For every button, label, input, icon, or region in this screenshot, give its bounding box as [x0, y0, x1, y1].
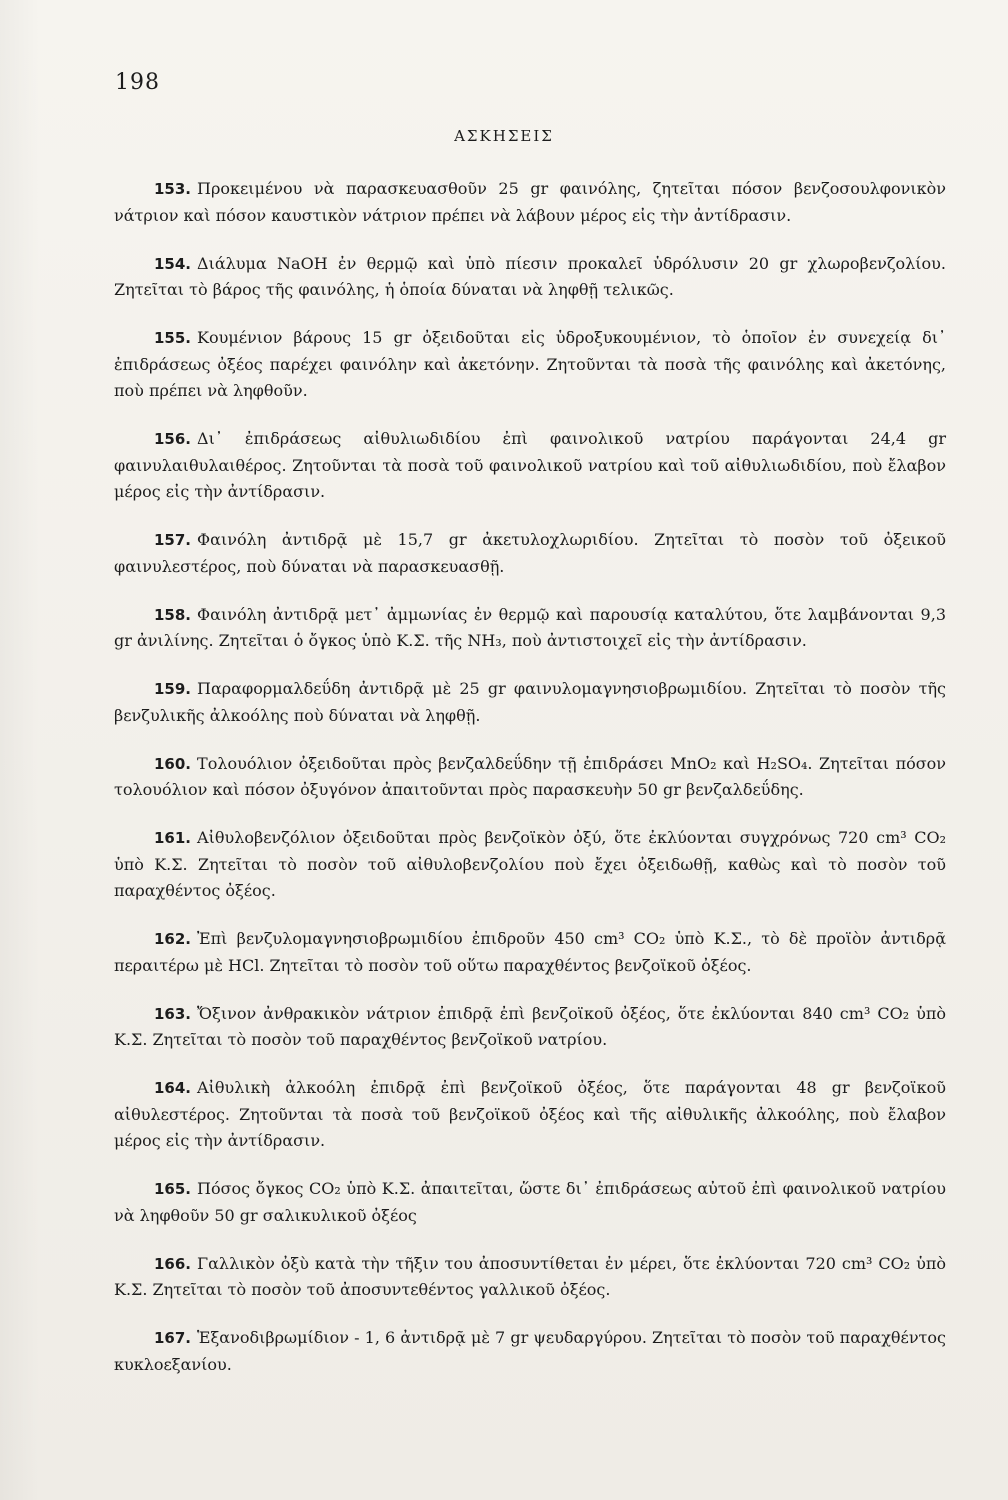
- exercise-text: Τολουόλιον ὀξειδοῦται πρὸς βενζαλδεΰδην τῇ ἐπιδράσει MnO₂ καὶ H₂SO₄. Ζητεῖται πόσον τολουόλιον καὶ πόσον ὀξυγόνον ἀπαιτοῦνται πρὸς παρασκευὴν 50 gr βενζαλδεΰδης.: [114, 753, 946, 799]
- exercise-text: Πόσος ὄγκος CO₂ ὑπὸ Κ.Σ. ἀπαιτεῖται, ὥστε δι᾽ ἐπιδράσεως αὐτοῦ ἐπὶ φαινολικοῦ νατρίου νὰ ληφθοῦν 50 gr σαλικυλικοῦ ὀξέος: [114, 1179, 946, 1225]
- exercise-156: [114, 426, 946, 506]
- exercise-text: Ἑξανοδιβρωμίδιον - 1, 6 ἀντιδρᾷ μὲ 7 gr ψευδαργύρου. Ζητεῖται τὸ ποσὸν τοῦ παραχθέντος κυκλοεξανίου.: [114, 1328, 946, 1374]
- exercise-text: Παραφορμαλδεΰδη ἀντιδρᾷ μὲ 25 gr φαινυλομαγνησιοβρωμιδίου. Ζητεῖται τὸ ποσὸν τῆς βενζυλικῆς ἀλκοόλης ποὺ δύναται νὰ ληφθῇ.: [114, 679, 946, 725]
- exercise-155: [114, 325, 946, 405]
- exercise-number: 162.: [154, 930, 192, 948]
- exercise-number: 158.: [154, 605, 192, 624]
- exercise-text: Δι᾽ ἐπιδράσεως αἰθυλιωδιδίου ἐπὶ φαινολικοῦ νατρίου παράγονται 24,4 gr φαινυλαιθυλαιθέρος. Ζητοῦνται τὰ ποσὰ τοῦ φαινολικοῦ νατρίου καὶ τοῦ αἰθυλιωδιδίου, ποὺ ἔλαβον μέρος εἰς τὴν ἀντίδρασιν.: [114, 429, 946, 501]
- exercise-158: [114, 602, 946, 655]
- exercise-153: [114, 176, 946, 229]
- exercise-number: 156.: [154, 430, 192, 448]
- exercise-text: Γαλλικὸν ὀξὺ κατὰ τὴν τῆξιν του ἀποσυντίθεται ἐν μέρει, ὅτε ἐκλύονται 720 cm³ CO₂ ὑπὸ Κ.Σ. Ζητεῖται τὸ ποσὸν τοῦ ἀποσυντεθέντος γαλλικοῦ ὀξέος.: [114, 1253, 946, 1299]
- exercise-159: [114, 676, 946, 729]
- exercise-text: Φαινόλη ἀντιδρᾷ μὲ 15,7 gr ἀκετυλοχλωριδίου. Ζητεῖται τὸ ποσὸν τοῦ ὀξεικοῦ φαινυλεστέρος, ποὺ δύναται νὰ παρασκευασθῇ.: [114, 530, 946, 576]
- exercise-154: [114, 251, 946, 304]
- exercise-number: 164.: [154, 1079, 192, 1097]
- exercise-list: [114, 176, 946, 1400]
- exercise-text: Αἰθυλικὴ ἀλκοόλη ἐπιδρᾷ ἐπὶ βενζοϊκοῦ ὀξέος, ὅτε παράγονται 48 gr βενζοϊκοῦ αἰθυλεστέρος. Ζητοῦνται τὰ ποσὰ τοῦ βενζοϊκοῦ ὀξέος καὶ τῆς αἰθυλικῆς ἀλκοόλης, ποὺ ἔλαβον μέρος εἰς τὴν ἀντίδρασιν.: [114, 1078, 946, 1150]
- exercise-number: 159.: [154, 680, 192, 698]
- exercise-number: 163.: [154, 1004, 192, 1023]
- exercise-number: 165.: [154, 1180, 192, 1198]
- exercise-number: 167.: [154, 1329, 192, 1347]
- exercise-text: Διάλυμα NaOH ἐν θερμῷ καὶ ὑπὸ πίεσιν προκαλεῖ ὑδρόλυσιν 20 gr χλωροβενζολίου. Ζητεῖται τὸ βάρος τῆς φαινόλης, ἡ ὁποία δύναται νὰ ληφθῇ τελικῶς.: [114, 253, 946, 299]
- exercise-161: [114, 825, 946, 905]
- exercise-160: [114, 751, 946, 804]
- exercise-text: Φαινόλη ἀντιδρᾷ μετ᾽ ἀμμωνίας ἐν θερμῷ καὶ παρουσίᾳ καταλύτου, ὅτε λαμβάνονται 9,3 gr ἀνιλίνης. Ζητεῖται ὁ ὄγκος ὑπὸ Κ.Σ. τῆς NH₃, ποὺ ἀντιστοιχεῖ εἰς τὴν ἀντίδρασιν.: [114, 604, 946, 650]
- exercise-162: [114, 926, 946, 979]
- exercise-number: 154.: [154, 254, 192, 273]
- exercise-number: 160.: [154, 754, 192, 773]
- page-number: 198: [115, 70, 160, 95]
- exercise-text: Ἐπὶ βενζυλομαγνησιοβρωμιδίου ἐπιδροῦν 450 cm³ CO₂ ὑπὸ Κ.Σ., τὸ δὲ προϊὸν ἀντιδρᾷ περαιτέρω μὲ HCl. Ζητεῖται τὸ ποσὸν τοῦ οὕτω παραχθέντος βενζοϊκοῦ ὀξέος.: [114, 929, 946, 975]
- exercise-number: 155.: [154, 329, 192, 347]
- exercise-163: [114, 1001, 946, 1054]
- exercise-number: 153.: [154, 180, 192, 198]
- exercise-text: Ὄξινον ἀνθρακικὸν νάτριον ἐπιδρᾷ ἐπὶ βενζοϊκοῦ ὀξέος, ὅτε ἐκλύονται 840 cm³ CO₂ ὑπὸ Κ.Σ. Ζητεῖται τὸ ποσὸν τοῦ παραχθέντος βενζοϊκοῦ νατρίου.: [114, 1003, 946, 1049]
- exercise-165: [114, 1176, 946, 1229]
- exercise-157: [114, 527, 946, 580]
- section-title: ΑΣΚΗΣΕΙΣ: [454, 127, 554, 145]
- exercise-167: [114, 1325, 946, 1378]
- exercise-number: 161.: [154, 829, 192, 847]
- exercise-text: Κουμένιον βάρους 15 gr ὀξειδοῦται εἰς ὑδροξυκουμένιον, τὸ ὁποῖον ἐν συνεχείᾳ δι᾽ ἐπιδράσεως ὀξέος παρέχει φαινόλην καὶ ἀκετόνην. Ζητοῦνται τὰ ποσὰ τῆς φαινόλης καὶ ἀκετόνης, ποὺ πρέπει νὰ ληφθοῦν.: [114, 328, 946, 400]
- exercise-number: 166.: [154, 1254, 192, 1273]
- exercise-number: 157.: [154, 531, 192, 549]
- exercise-164: [114, 1075, 946, 1155]
- exercise-text: Αἰθυλοβενζόλιον ὀξειδοῦται πρὸς βενζοϊκὸν ὀξύ, ὅτε ἐκλύονται συγχρόνως 720 cm³ CO₂ ὑπὸ Κ.Σ. Ζητεῖται τὸ ποσὸν τοῦ αἰθυλοβενζολίου ποὺ ἔχει ὀξειδωθῇ, καθὼς καὶ τὸ ποσὸν τοῦ παραχθέντος ὀξέος.: [114, 828, 946, 900]
- exercise-text: Προκειμένου νὰ παρασκευασθοῦν 25 gr φαινόλης, ζητεῖται πόσον βενζοσουλφονικὸν νάτριον καὶ πόσον καυστικὸν νάτριον πρέπει νὰ λάβουν μέρος εἰς τὴν ἀντίδρασιν.: [114, 179, 946, 225]
- exercise-166: [114, 1251, 946, 1304]
